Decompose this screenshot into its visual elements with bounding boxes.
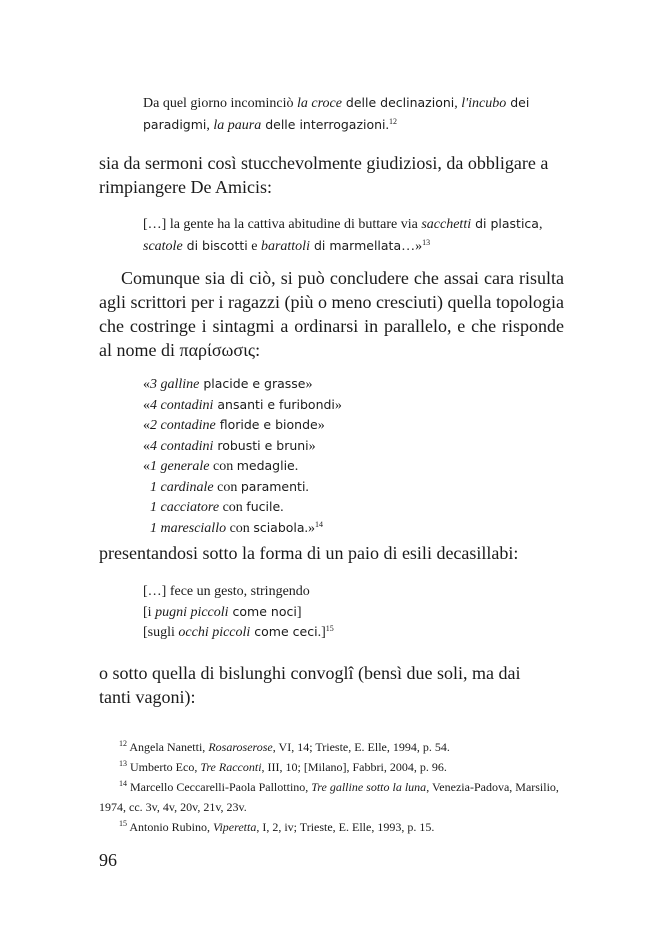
verse-quote-mark: » <box>305 377 313 392</box>
verse-quote-mark: » <box>317 418 325 433</box>
verse-text: . <box>294 459 299 474</box>
verse-quote-mark: » <box>334 397 342 413</box>
verse-italic: 4 contadini <box>150 397 214 413</box>
verse-sans: come noci <box>228 603 297 619</box>
verse-text: .] <box>317 625 326 640</box>
quote-text: e <box>247 239 261 254</box>
verse-italic: 1 cacciatore <box>150 500 220 515</box>
verse-italic: 2 contadine <box>150 418 216 433</box>
paragraph-2-body: Comunque sia di ciò, si può concludere che assai cara risulta agli scrittori per i ragazzi (più o meno cresciuti) quella topologia che costringe i sintagmi a ordinarsi in parallelo, e che risponde al nome di <box>99 268 564 360</box>
verse-text: con <box>226 520 254 536</box>
verse-sans: robusti e bruni <box>213 437 309 453</box>
verse-text: ] <box>296 604 302 620</box>
footnote-text: Angela Nanetti, <box>127 740 209 754</box>
greek-term: παρίσωσις <box>179 340 256 360</box>
verse-line <box>143 436 563 457</box>
quote-text: …» <box>401 239 423 254</box>
verse-sans: medaglie <box>236 458 295 473</box>
quote-text: , <box>206 118 214 133</box>
footnote-title: Tre Racconti <box>200 760 262 774</box>
footnote-number: 14 <box>119 779 127 788</box>
verse-line <box>143 602 563 623</box>
verse-italic: 1 cardinale <box>150 479 214 495</box>
block-quote-1 <box>143 92 563 136</box>
verse-quote-mark: » <box>308 438 316 454</box>
footnote-text: , VI, 14; Trieste, E. Elle, 1994, p. 54. <box>272 740 450 754</box>
footnote-14 <box>99 777 569 817</box>
verse-sans: fucile <box>246 499 281 514</box>
footnote-text: Antonio Rubino, <box>127 820 214 834</box>
verse-line <box>143 374 563 395</box>
paragraph-1 <box>99 151 564 199</box>
footnote-title: Rosaroserose <box>208 740 273 754</box>
quote-text: , <box>538 217 543 232</box>
verse-italic: 1 maresciallo <box>150 520 227 536</box>
footnote-12 <box>99 737 569 757</box>
footnote-text: , Venezia-Padova, Marsilio, 1974, cc. 3v, 4v, 20v, 21v, 23v. <box>99 780 559 814</box>
verse-line <box>143 477 563 498</box>
verse-line <box>143 622 563 643</box>
verse-line <box>143 497 563 518</box>
paragraph-3-line-1: presentandosi sotto la forma di un paio di esili decasillabi: <box>99 543 519 563</box>
verse-text: .» <box>304 520 316 536</box>
verse-quote-mark: « <box>143 377 150 392</box>
paragraph-1-line-1: sia da sermoni così stucchevolmente giudiziosi, da obbligare a <box>99 153 549 173</box>
verse-line <box>143 518 563 539</box>
footnote-15 <box>99 817 569 837</box>
footnote-ref-14[interactable]: 14 <box>315 519 324 529</box>
verse-line: […] fece un gesto, stringendo <box>143 584 310 599</box>
verse-line <box>143 456 563 477</box>
footnotes <box>99 737 569 837</box>
paragraph-1-line-2: rimpiangere De Amicis: <box>99 177 272 197</box>
quote-sans: delle interrogazioni <box>261 117 386 132</box>
quote-italic: barattoli <box>260 239 310 254</box>
verse-text: . <box>305 479 309 495</box>
footnote-ref-13[interactable]: 13 <box>422 238 431 247</box>
footnote-ref-15[interactable]: 15 <box>325 624 334 633</box>
quote-italic: la paura <box>213 118 262 133</box>
verse-block-2 <box>143 582 563 643</box>
paragraph-2 <box>99 266 564 362</box>
footnote-number: 15 <box>119 819 127 828</box>
quote-italic: scatole <box>143 239 183 254</box>
quote-1-line-1 <box>143 92 563 114</box>
quote-sans: di plastica <box>471 216 539 231</box>
footnote-text: Marcello Ceccarelli-Paola Pallottino, <box>127 780 312 794</box>
quote-italic: la croce <box>296 96 342 111</box>
verse-italic: 4 contadini <box>150 438 214 454</box>
paragraph-4-line-1: o sotto quella di bislunghi convoglî (bensì due soli, ma dai <box>99 663 521 683</box>
page-number: 96 <box>99 850 117 870</box>
verse-italic: pugni piccoli <box>155 604 229 620</box>
quote-text: […] la gente ha la cattiva abitudine di buttare via <box>143 217 422 232</box>
quote-sans: di marmellata <box>309 238 402 253</box>
quote-1-line-2 <box>143 114 563 136</box>
footnote-number: 13 <box>119 759 127 768</box>
verse-text: . <box>280 500 284 515</box>
verse-quote-mark: « <box>143 438 150 454</box>
paragraph-4 <box>99 661 564 709</box>
verse-sans: paramenti <box>240 478 306 494</box>
verse-line <box>143 415 563 436</box>
verse-text: con <box>209 459 237 474</box>
quote-sans: dei <box>506 95 530 110</box>
quote-2-line-2 <box>143 235 563 257</box>
footnote-number: 12 <box>119 739 127 748</box>
verse-sans: floride e bionde <box>215 417 318 432</box>
verse-quote-mark: « <box>143 459 150 474</box>
footnote-text: Umberto Eco, <box>127 760 201 774</box>
verse-sans: ansanti e furibondi <box>213 396 335 412</box>
footnote-ref-12[interactable]: 12 <box>389 117 398 126</box>
verse-text: [i <box>143 604 156 620</box>
footnote-13 <box>99 757 569 777</box>
verse-text: con <box>213 479 241 495</box>
verse-sans: placide e grasse <box>199 376 306 391</box>
block-quote-2 <box>143 213 563 257</box>
verse-sans: come ceci <box>250 624 318 639</box>
footnote-title: Tre galline sotto la luna <box>311 780 427 794</box>
quote-sans: delle declinazioni <box>341 95 455 110</box>
quote-sans: paradigmi <box>143 117 207 132</box>
verse-quote-mark: « <box>143 418 150 433</box>
paragraph-2-text <box>99 266 564 362</box>
paragraph-3 <box>99 541 564 565</box>
quote-text: Da quel giorno incominciò <box>143 96 297 111</box>
quote-italic: sacchetti <box>421 217 472 232</box>
verse-block-1 <box>143 374 563 538</box>
verse-line <box>143 395 563 416</box>
quote-sans: di biscotti <box>182 238 248 253</box>
paragraph-4-line-2: tanti vagoni): <box>99 687 196 707</box>
verse-italic: occhi piccoli <box>178 625 251 640</box>
verse-quote-mark: « <box>143 397 150 413</box>
quote-text: . <box>385 118 390 133</box>
verse-italic: 3 galline <box>150 377 200 392</box>
paragraph-2-end: : <box>255 340 261 360</box>
verse-sans: sciabola <box>253 519 305 535</box>
quote-2-line-1 <box>143 213 563 235</box>
verse-italic: 1 generale <box>150 459 210 474</box>
quote-italic: l'incubo <box>461 96 507 111</box>
verse-text: con <box>219 500 247 515</box>
verse-text: [sugli <box>143 625 179 640</box>
footnote-text: , I, 2, iv; Trieste, E. Elle, 1993, p. 15. <box>256 820 435 834</box>
footnote-title: Viperetta <box>213 820 257 834</box>
quote-text: , <box>454 96 462 111</box>
footnote-text: , III, 10; [Milano], Fabbri, 2004, p. 96. <box>261 760 447 774</box>
